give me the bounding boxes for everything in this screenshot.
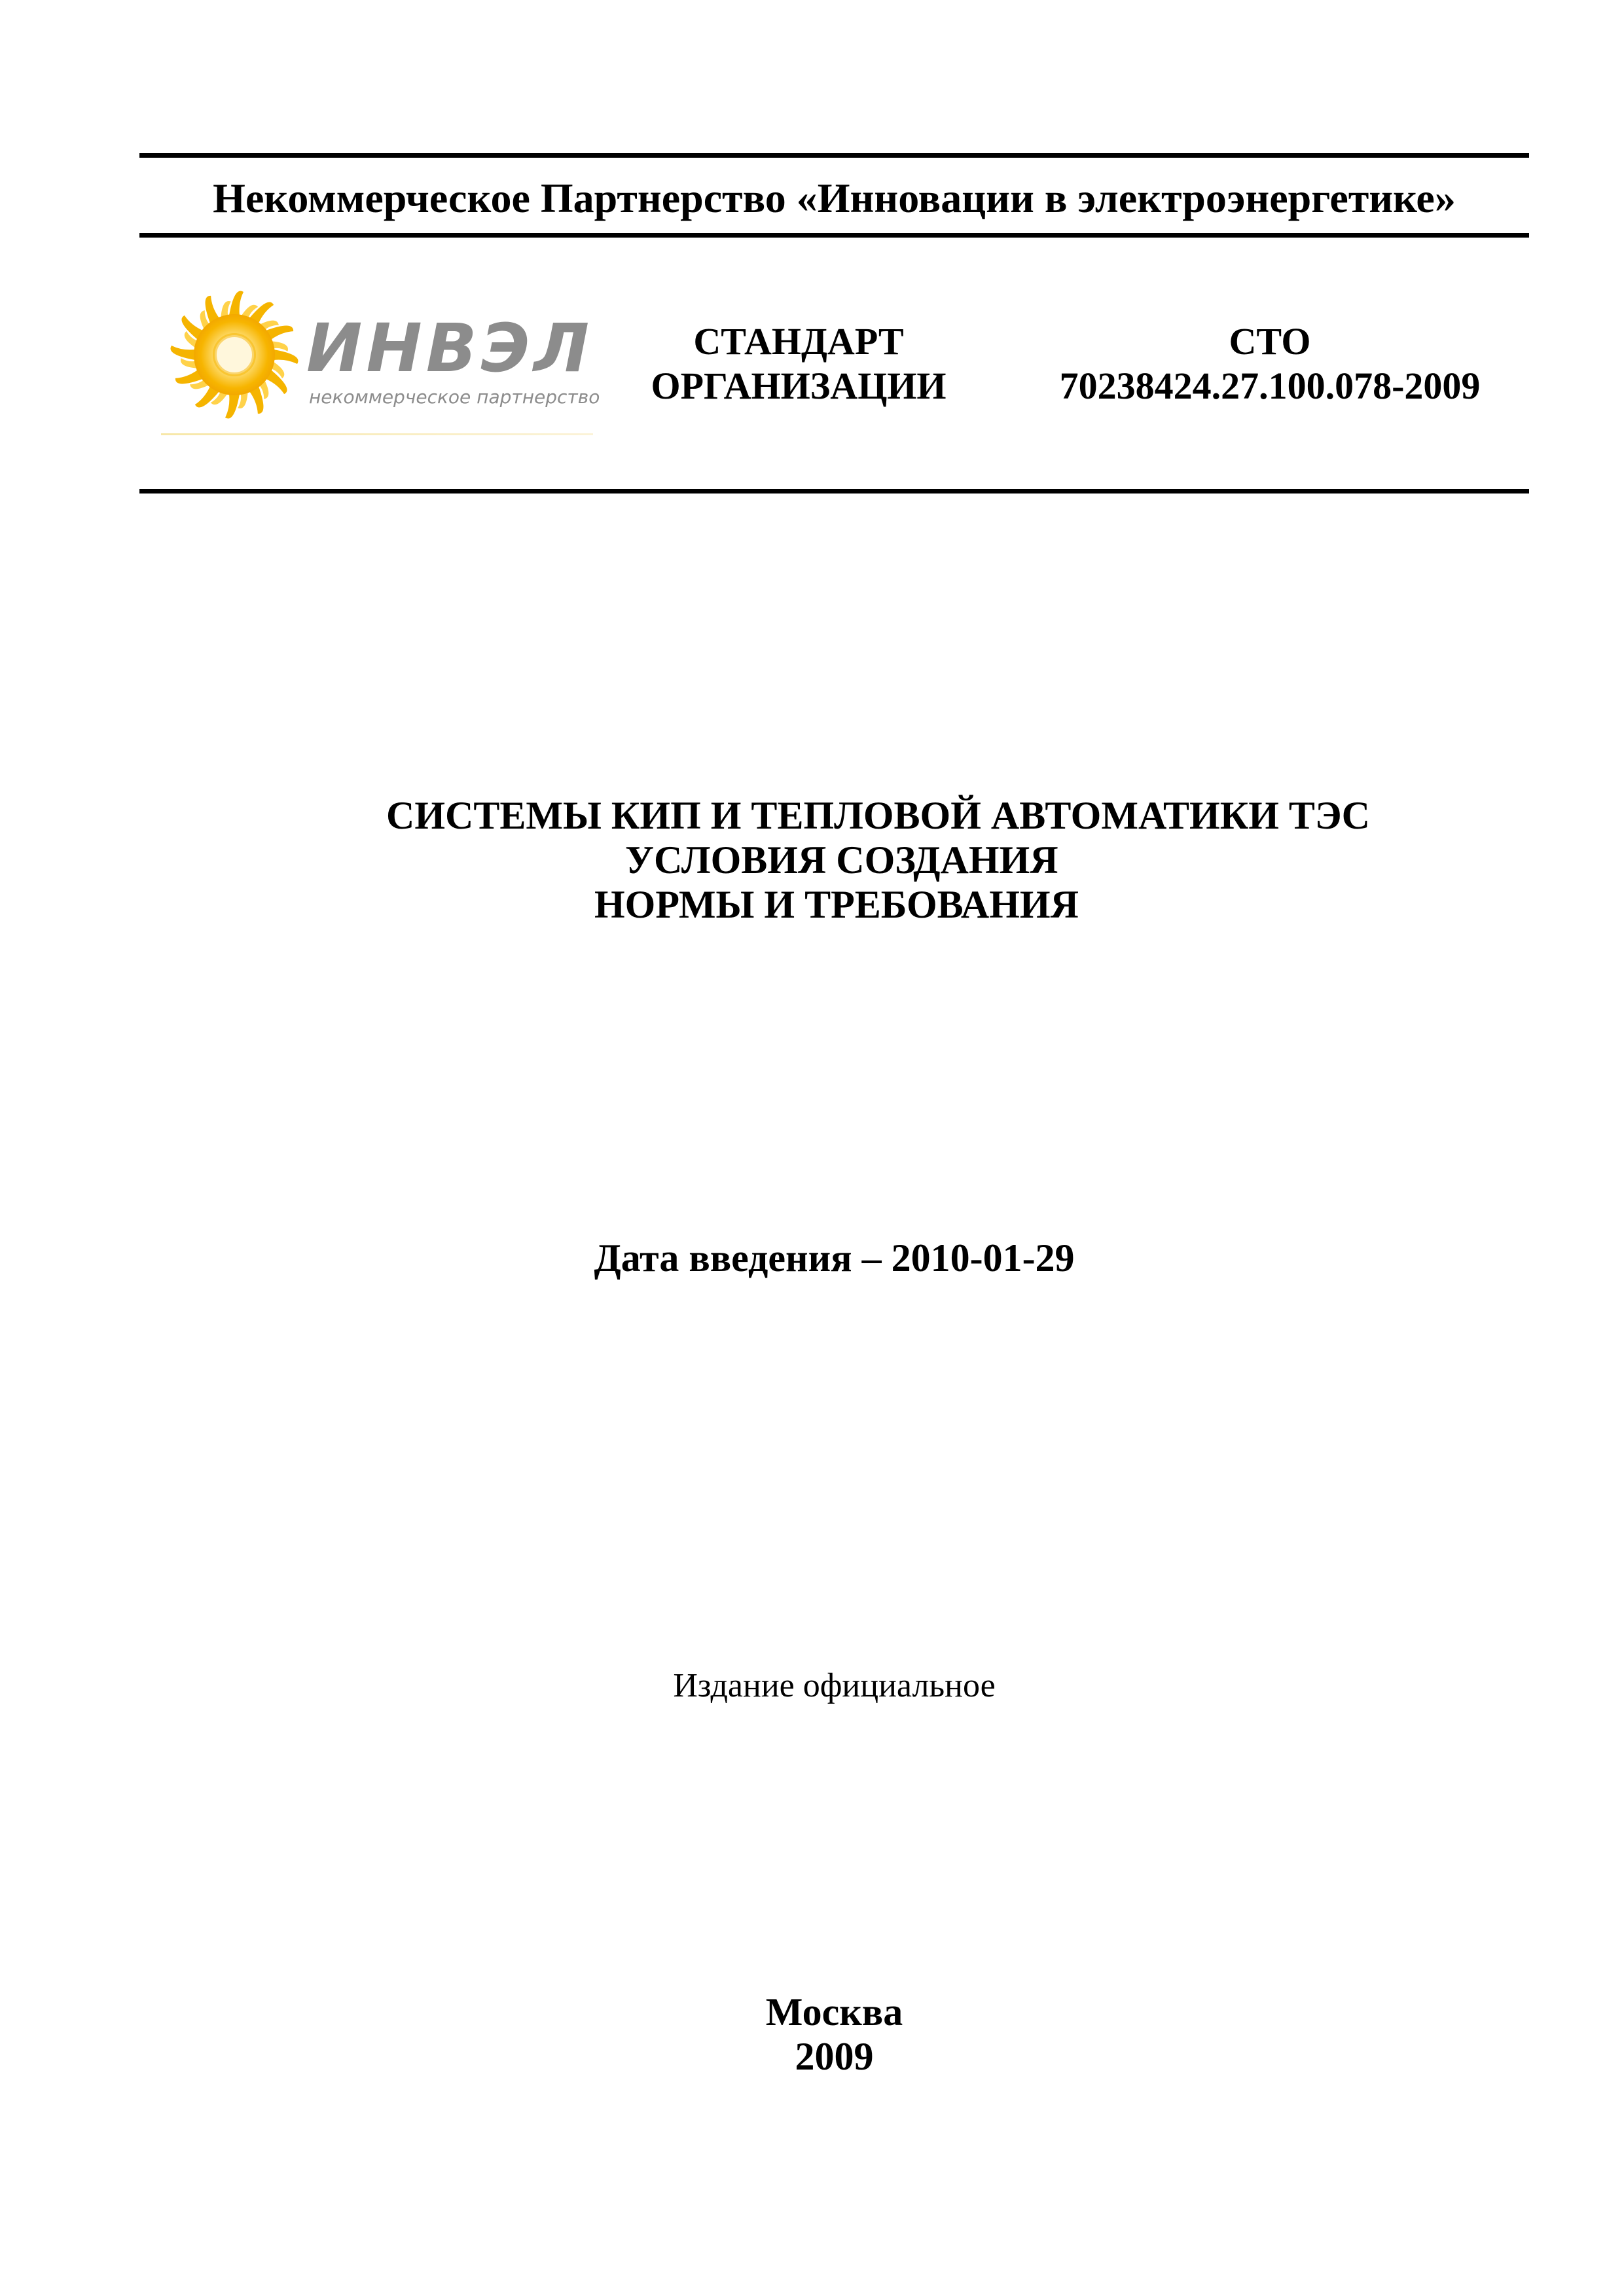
- invel-logo: [157, 281, 600, 439]
- title-line3: НОРМЫ И ТРЕБОВАНИЯ: [594, 883, 1079, 926]
- introduction-date: Дата введения – 2010-01-29: [594, 1236, 1075, 1280]
- logo-underline: [161, 433, 593, 435]
- organization-header: Некоммерческое Партнерство «Инновации в электроэнергетике»: [213, 175, 1456, 221]
- sun-icon: [157, 281, 314, 432]
- standard-label-line2: ОРГАНИЗАЦИИ: [651, 365, 947, 407]
- standard-label-line1: СТАНДАРТ: [693, 320, 904, 363]
- standard-code-line1: СТО: [1229, 320, 1311, 363]
- title-line2: УСЛОВИЯ СОЗДАНИЯ: [625, 838, 1058, 882]
- standard-code-line2: 70238424.27.100.078-2009: [1059, 365, 1481, 407]
- edition-note: Издание официальное: [673, 1667, 996, 1704]
- rule-middle: [139, 233, 1529, 238]
- standard-label: [628, 319, 969, 408]
- logo-subtitle: некоммерческое партнерство: [309, 386, 600, 408]
- city: Москва: [765, 1990, 903, 2034]
- standard-code: [1021, 319, 1519, 408]
- rule-top: [139, 153, 1529, 158]
- logo-name: ИНВЭЛ: [306, 310, 594, 387]
- publication-place: [139, 1990, 1529, 2079]
- rule-bottom: [139, 489, 1529, 493]
- year: 2009: [795, 2035, 874, 2078]
- document-title: [386, 793, 1368, 927]
- title-line1: СИСТЕМЫ КИП И ТЕПЛОВОЙ АВТОМАТИКИ ТЭС: [386, 794, 1370, 837]
